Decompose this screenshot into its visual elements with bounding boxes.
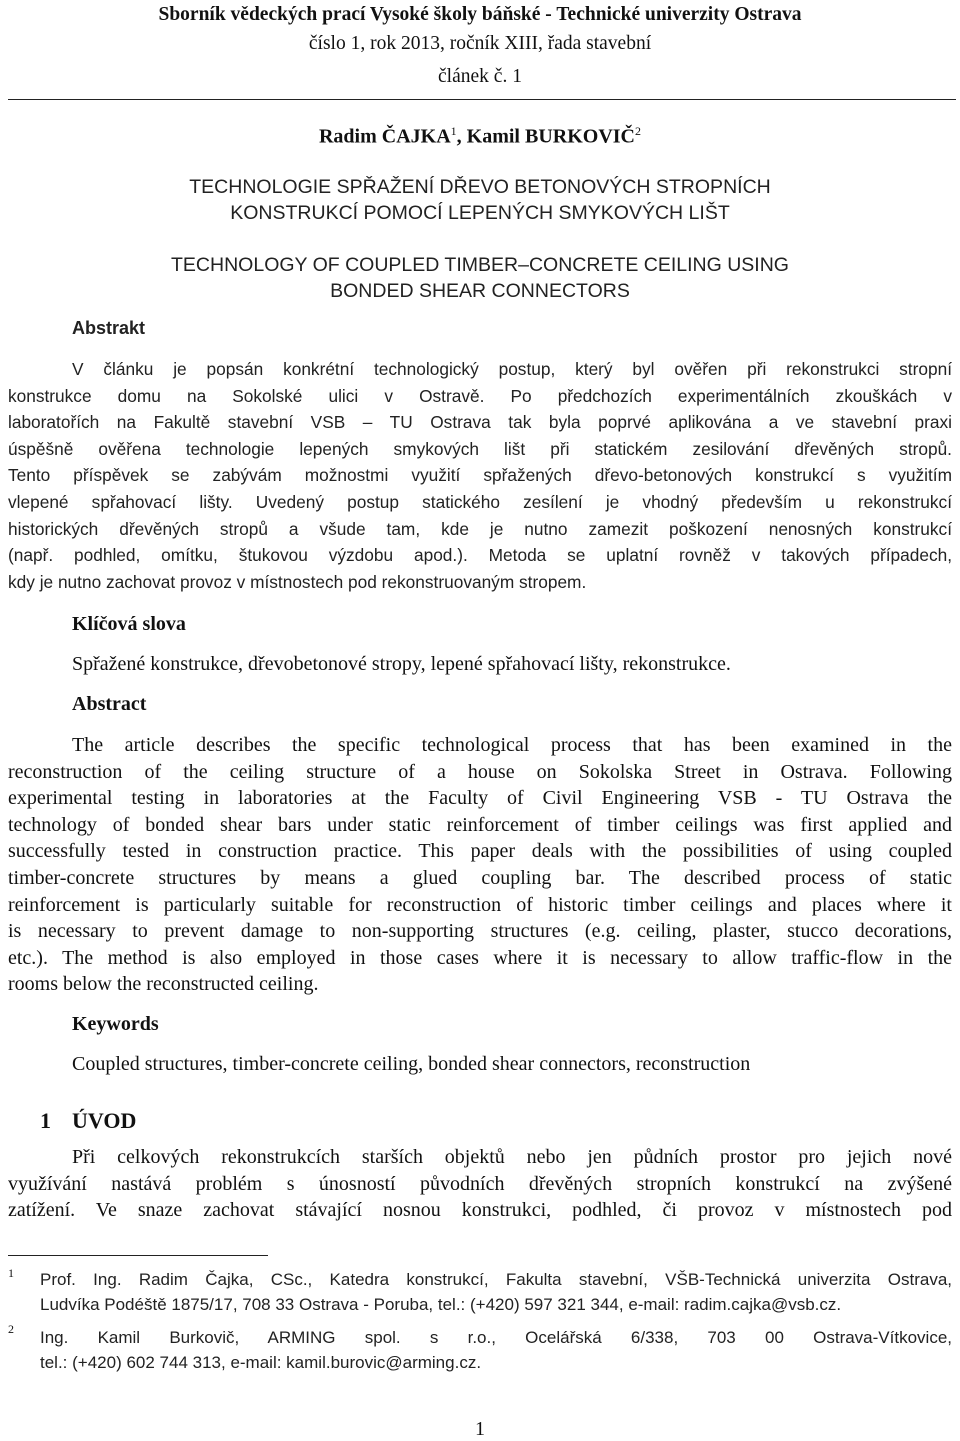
footnote-line: Prof. Ing. Radim Čajka, CSc., Katedra konstrukcí, Fakulta stavební, VŠB-Technická univerzita Ostrava, (40, 1270, 952, 1289)
title-english-line-2: BONDED SHEAR CONNECTORS (330, 280, 630, 302)
abstrakt-line: kdy je nutno zachovat provoz v místnostech pod rekonstruovaným stropem. (8, 571, 587, 592)
abstrakt-line: historických dřevěných stropů a všude tam, kde je nutno zamezit poškození nenosných konstrukcí (8, 518, 952, 539)
authors (0, 124, 960, 149)
abstract-line: is necessary to prevent damage to non-supporting structures (e.g. ceiling, plaster, stucco decorations, (8, 920, 952, 943)
abstract-line: experimental testing in laboratories at the Faculty of Civil Engineering VSB - TU Ostrava the (8, 787, 952, 810)
footnote-line: tel.: (+420) 602 744 313, e-mail: kamil.burovic@arming.cz. (40, 1352, 482, 1372)
abstrakt-heading: Abstrakt (72, 318, 146, 338)
journal-issue: číslo 1, rok 2013, ročník XIII, řada stavební (308, 33, 652, 54)
section-number: 1 (40, 1108, 51, 1133)
author-2-mark: 2 (635, 124, 641, 138)
abstract-line: technology of bonded shear bars under static reinforcement of timber ceilings was first applied and (8, 813, 952, 836)
author-separator: , (456, 125, 467, 148)
keywords-text: Coupled structures, timber-concrete ceiling, bonded shear connectors, reconstruction (72, 1053, 751, 1075)
abstrakt-line: vlepené spřahovací lišty. Uvedený postup statického zesílení je vhodný především u rekonstrukcí (8, 491, 952, 512)
abstrakt-line: V článku je popsán konkrétní technologický postup, který byl ověřen při rekonstrukci stropní (72, 359, 952, 379)
journal-title: Sborník vědeckých prací Vysoké školy báňské - Technické univerzity Ostrava (158, 4, 802, 25)
footnote-1-mark: 1 (8, 1266, 14, 1280)
abstract-line: The article describes the specific technological process that has been examined in the (72, 734, 952, 756)
title-czech (0, 174, 960, 226)
footnote-2-mark: 2 (8, 1322, 14, 1336)
abstract-heading: Abstract (72, 693, 147, 715)
abstrakt-line: Tento příspěvek se zabývám možnostmi využití spřažených dřevo-betonových konstrukcí s využitím (8, 465, 952, 486)
abstrakt-line: (např. podhled, omítku, štukovou výzdobu apod.). Metoda se uplatní rovněž v takových případech, (8, 545, 952, 566)
keywords-heading: Keywords (72, 1013, 159, 1035)
footnote-line: Ing. Kamil Burkovič, ARMING spol. s r.o., Ocelářská 6/338, 703 00 Ostrava-Vítkovice, (40, 1328, 952, 1347)
author-2: Kamil BURKOVIČ (466, 125, 635, 148)
footnote-1 (40, 1268, 952, 1317)
header-divider (8, 99, 956, 100)
abstract-line: rooms below the reconstructed ceiling. (8, 973, 319, 996)
title-czech-line-1: TECHNOLOGIE SPŘAŽENÍ DŘEVO BETONOVÝCH STROPNÍCH (189, 176, 771, 198)
footnote-2 (40, 1326, 952, 1375)
author-1: Radim ČAJKA (318, 125, 451, 148)
title-czech-line-2: KONSTRUKCÍ POMOCÍ LEPENÝCH SMYKOVÝCH LIŠT (230, 202, 730, 224)
intro-line: Při celkových rekonstrukcích starších objektů nebo jen půdních prostor pro jejich nové (72, 1146, 952, 1168)
section-title: ÚVOD (72, 1108, 137, 1133)
abstract-line: reconstruction of the ceiling structure of a house on Sokolska Street in Ostrava. Following (8, 760, 952, 783)
abstract-line: reinforcement is particularly suitable for reconstruction of historic timber ceilings and places where it (8, 893, 952, 916)
abstract-line: successfully tested in construction practice. This paper deals with the possibilities of using coupled (8, 840, 952, 863)
klicova-slova-text: Spřažené konstrukce, dřevobetonové stropy, lepené spřahovací lišty, rekonstrukce. (72, 653, 731, 675)
title-english (0, 252, 960, 304)
footnote-line: Ludvíka Podéště 1875/17, 708 33 Ostrava - Poruba, tel.: (+420) 597 321 344, e-mail: radim.cajka@vsb.cz. (40, 1294, 842, 1314)
klicova-slova-heading: Klíčová slova (72, 613, 186, 635)
abstract-line: timber-concrete structures by means a glued coupling bar. The described process of static (8, 866, 952, 889)
abstrakt-line: úspěšně ověřena technologie lepených smykových lišt při statickém zesilování dřevěných stropů. (8, 438, 952, 459)
abstrakt-line: laboratořích na Fakultě stavební VSB – TU Ostrava tak byla poprvé aplikována a ve stavební praxi (8, 412, 952, 433)
abstract-line: etc.). The method is also employed in those cases where it is necessary to allow traffic-flow in the (8, 946, 952, 969)
article-number: článek č. 1 (438, 66, 522, 87)
abstract-paragraph (8, 732, 952, 998)
abstrakt-paragraph (8, 356, 952, 595)
title-english-line-1: TECHNOLOGY OF COUPLED TIMBER–CONCRETE CEILING USING (171, 254, 789, 276)
author-1-mark: 1 (450, 124, 457, 138)
intro-line: využívání nastává problém s únosností původních dřevěných stropních konstrukcí na zvýšené (8, 1172, 952, 1195)
intro-paragraph (8, 1144, 952, 1224)
abstrakt-line: konstrukce domu na Sokolské ulici v Ostravě. Po předchozích experimentálních zkouškách v (8, 385, 952, 406)
footnote-divider (8, 1255, 268, 1256)
page-number: 1 (475, 1418, 485, 1440)
intro-line: zatížení. Ve snaze zachovat stávající nosnou konstrukci, podhled, či provoz v místnostech pod (8, 1199, 952, 1222)
